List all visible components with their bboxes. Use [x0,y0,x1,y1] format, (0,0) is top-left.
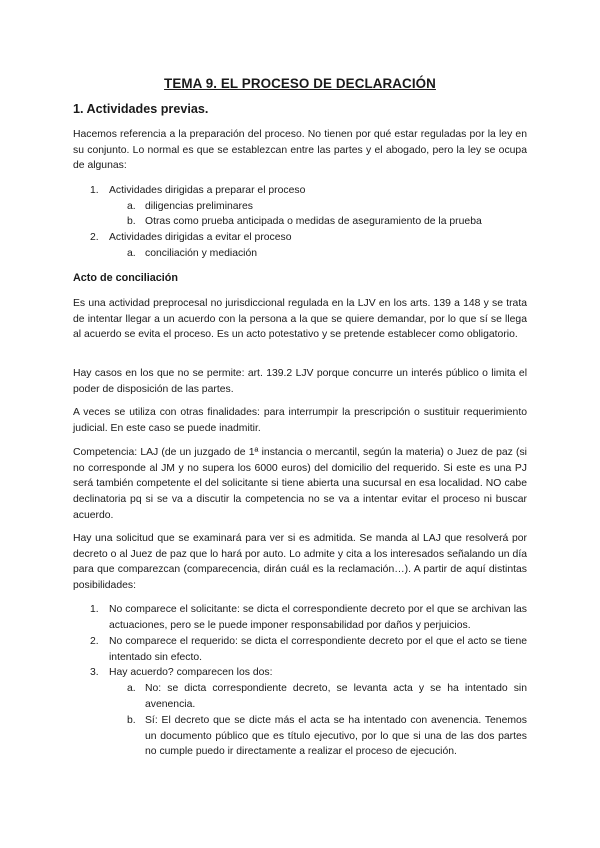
list-marker: 1. [90,604,99,615]
list-item-text: Actividades dirigidas a preparar el proceso [109,185,306,196]
paragraph: Es una actividad preprocesal no jurisdiccional regulada en la LJV en los arts. 139 a 148 y se trata de intentar llegar a un acuerdo con la persona a la que se quiere demandar, por lo que sí se llega al acuerdo se evita el proceso. Es un acto potestativo y se pretende establecer como obligatorio. [73,298,527,341]
section-heading-actividades-previas: 1. Actividades previas. [73,102,209,116]
list-item-text: Actividades dirigidas a evitar el proceso [109,232,292,243]
list-marker: a. [127,683,136,694]
list-item-text: Hay acuerdo? comparecen los dos: [109,667,273,678]
paragraph: Hay casos en los que no se permite: art. 139.2 LJV porque concurre un interés público o limita el poder de disposición de las partes. [73,368,527,395]
list-marker: 2. [90,636,99,647]
subsection-heading-acto-conciliacion: Acto de conciliación [73,272,178,284]
paragraph: Competencia: LAJ (de un juzgado de 1ª instancia o mercantil, según la materia) o Juez de paz (si no corresponde al JM y no supera los 6000 euros) del domicilio del requerido. Si este es una PJ será también competente el del solicitante si tiene abierta una sucursal en esa localidad. NO cabe declinatoria pq si se va a discutir la competencia no se va a intentar evitar el proceso ni buscar acuerdo. [73,447,527,521]
list-item-text: No comparece el requerido: se dicta el correspondiente decreto por el que el acto se tiene intentado sin efecto. [109,636,527,663]
list-item-text: conciliación y mediación [145,248,258,259]
list-item-text: No: se dicta correspondiente decreto, se levanta acta y se ha intentado sin avenencia. [145,683,527,710]
list-item-text: Otras como prueba anticipada o medidas de aseguramiento de la prueba [145,216,482,227]
list-marker: 3. [90,667,99,678]
paragraph: A veces se utiliza con otras finalidades: para interrumpir la prescripción o sustituir requerimiento judicial. En este caso se puede inadmitir. [73,407,527,434]
paragraph: Hay una solicitud que se examinará para ver si es admitida. Se manda al LAJ que resolverá por decreto o al Juez de paz que lo hará por auto. Lo admite y cita a los interesados señalando un día para que comparezcan (comparecencia, dirán cuál es la reclamación…). A partir de aquí distintas posibilidades: [73,533,527,592]
list-item-text: diligencias preliminares [145,201,253,212]
list-marker: 2. [90,232,99,243]
list-item-text: Sí: El decreto que se dicte más el acta se ha intentado con avenencia. Tenemos un documento público que es título ejecutivo, por lo que si una de las dos partes no cumple puedo ir directamente a realizar el proceso de ejecución. [145,715,527,758]
list-marker: b. [127,216,136,227]
list-marker: a. [127,201,136,212]
list-marker: b. [127,715,136,726]
document-title: TEMA 9. EL PROCESO DE DECLARACIÓN [164,76,436,91]
list-marker: 1. [90,185,99,196]
list-marker: a. [127,248,136,259]
intro-paragraph: Hacemos referencia a la preparación del proceso. No tienen por qué estar reguladas por la ley en su conjunto. Lo normal es que se establezcan entre las partes y el abogado, pero la ley se ocupa de algunas: [73,129,527,172]
list-item-text: No comparece el solicitante: se dicta el correspondiente decreto por el que se archivan las actuaciones, pero se le puede imponer responsabilidad por daños y perjuicios. [109,604,527,631]
